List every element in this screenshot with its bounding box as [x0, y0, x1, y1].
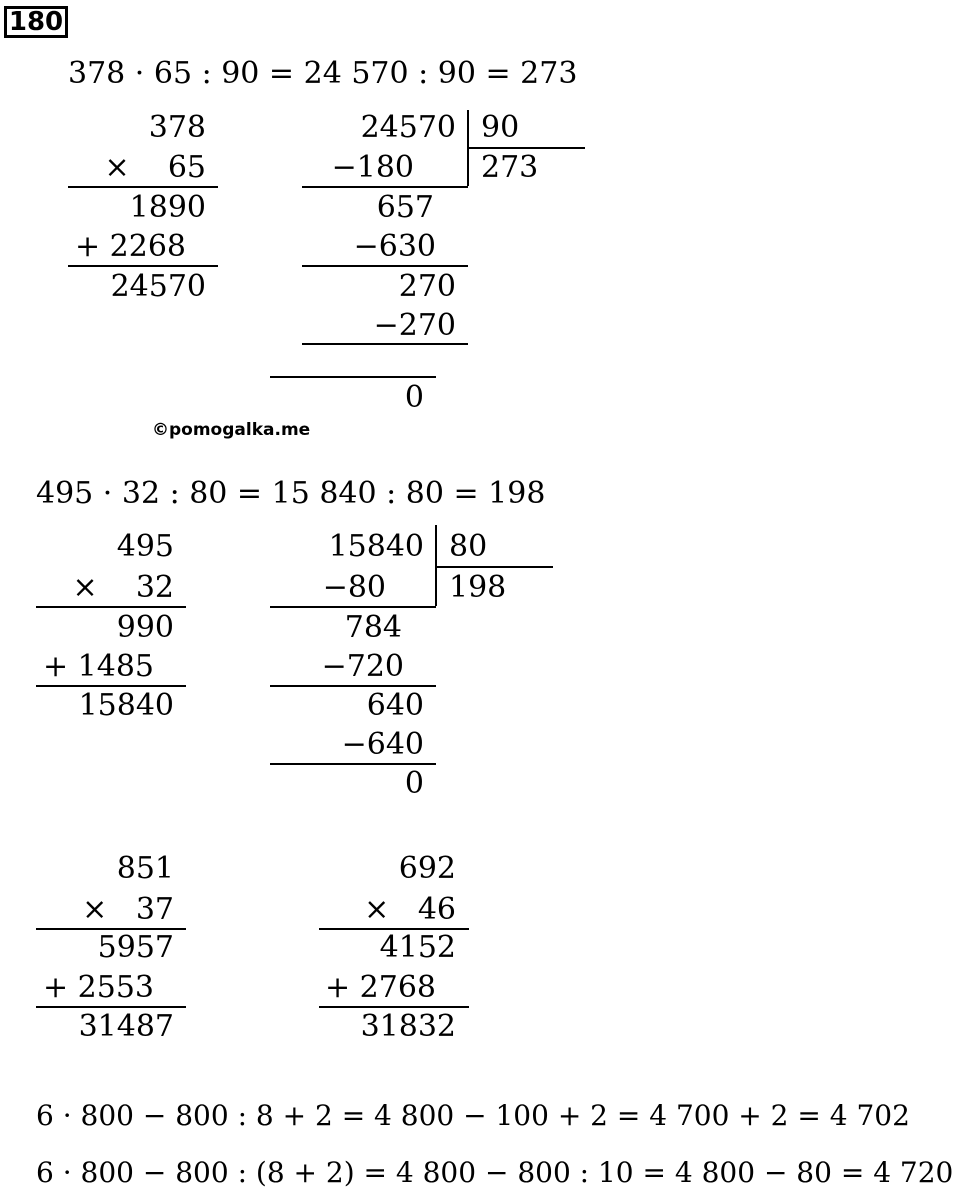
mult-3b-multiplicand: 692	[398, 851, 456, 886]
div-2-remainder-1: 784	[344, 610, 402, 645]
mult-3b-rule-2	[319, 1006, 469, 1008]
mult-2-product: 15840	[78, 688, 174, 723]
div-1-dividend: 24570	[360, 110, 456, 145]
div-2-step-2: −720	[321, 649, 404, 684]
div-1-final-remainder: 0	[404, 380, 424, 415]
div-1-remainder-1: 657	[376, 190, 434, 225]
div-2-rule-2	[270, 685, 436, 687]
div-1-step-2: −630	[353, 229, 436, 264]
mult-1-partial-2: + 2268	[74, 229, 186, 264]
mult-2-rule-1	[36, 606, 186, 608]
mult-1-partial-1: 1890	[129, 190, 206, 225]
div-2-remainder-2: 640	[366, 688, 424, 723]
mult-3a-partial-1: 5957	[97, 930, 174, 965]
mult-1-multiplicand: 378	[148, 110, 206, 145]
div-2-divisor: 80	[449, 529, 488, 564]
div-1-rule-3	[302, 343, 468, 345]
mult-2-partial-1: 990	[116, 610, 174, 645]
div-1-rule-2	[302, 265, 468, 267]
div-1-divisor: 90	[481, 110, 520, 145]
mult-3a-multiplicand: 851	[116, 851, 174, 886]
div-2-quotient: 198	[449, 570, 507, 605]
task-number-badge: 180	[4, 6, 68, 38]
expression-line-2: 6 · 800 − 800 : (8 + 2) = 4 800 − 800 : 10 = 4 800 − 80 = 4 720	[36, 1156, 954, 1189]
div-1-rule-1	[302, 186, 468, 188]
mult-3a-product: 31487	[78, 1009, 174, 1044]
mult-1-product: 24570	[110, 269, 206, 304]
equation-1: 378 · 65 : 90 = 24 570 : 90 = 273	[68, 56, 578, 91]
div-1-step-1: −180	[331, 150, 414, 185]
div-2-rule-3	[270, 763, 436, 765]
mult-2-partial-2: + 1485	[42, 649, 154, 684]
mult-3b-product: 31832	[360, 1009, 456, 1044]
mult-3a-multiplier: × 37	[82, 892, 174, 927]
div-1-step-3: −270	[373, 308, 456, 343]
mult-2-multiplicand: 495	[116, 529, 174, 564]
mult-2-rule-2	[36, 685, 186, 687]
div-2-rule-1	[270, 606, 436, 608]
div-1-quotient: 273	[481, 150, 539, 185]
div-2-step-1: −80	[322, 570, 386, 605]
div-2-final-remainder: 0	[404, 766, 424, 801]
div-1-bracket-horizontal	[467, 147, 585, 149]
div-1-rule-4	[270, 376, 436, 378]
expression-line-1: 6 · 800 − 800 : 8 + 2 = 4 800 − 100 + 2 = 4 700 + 2 = 4 702	[36, 1099, 910, 1132]
mult-1-rule-2	[68, 265, 218, 267]
div-2-bracket-horizontal	[435, 566, 553, 568]
mult-3b-partial-1: 4152	[379, 930, 456, 965]
div-2-dividend: 15840	[328, 529, 424, 564]
mult-3b-partial-2: + 2768	[324, 970, 436, 1005]
mult-1-rule-1	[68, 186, 218, 188]
mult-3a-rule-2	[36, 1006, 186, 1008]
mult-1-multiplier: × 65	[104, 150, 206, 185]
mult-3b-multiplier: × 46	[364, 892, 456, 927]
div-2-step-3: −640	[341, 727, 424, 762]
watermark: ©pomogalka.me	[152, 420, 311, 440]
mult-2-multiplier: × 32	[72, 570, 174, 605]
equation-2: 495 · 32 : 80 = 15 840 : 80 = 198	[36, 476, 546, 511]
mult-3a-partial-2: + 2553	[42, 970, 154, 1005]
div-1-remainder-2: 270	[398, 269, 456, 304]
